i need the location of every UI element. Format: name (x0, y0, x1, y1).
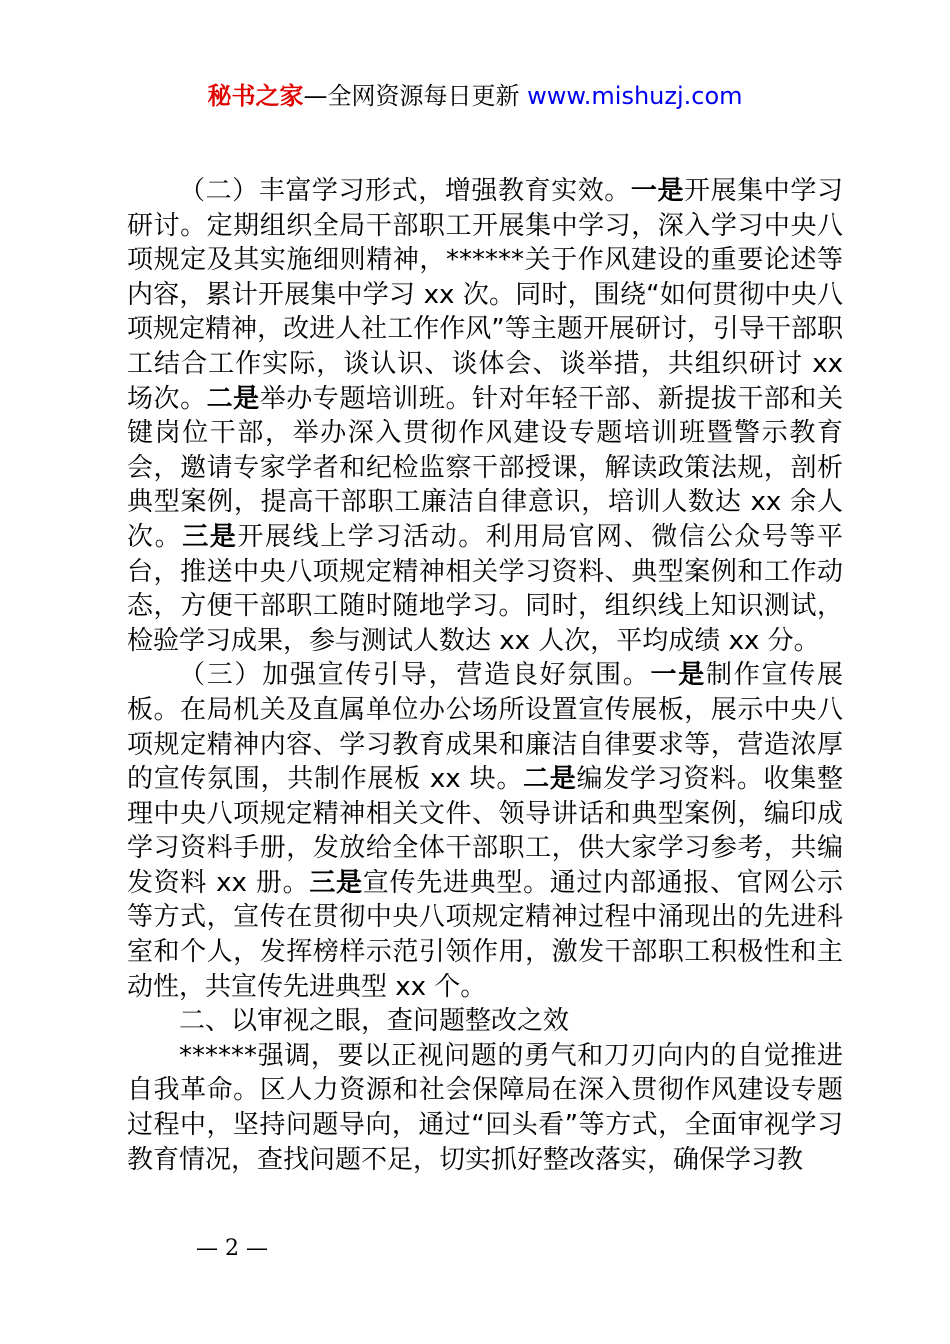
text-run: （三）加强宣传引导，营造良好氛围。 (179, 660, 651, 691)
body-paragraph (127, 174, 843, 658)
text-run: 二、以审视之眼，查问题整改之效 (179, 1006, 570, 1037)
emphasis-marker: 二是 (523, 764, 577, 795)
site-header (0, 80, 950, 112)
body-paragraph (127, 658, 843, 1004)
text-run: 举办专题培训班。针对年轻干部、新提拔干部和关键岗位干部，举办深入贯彻作风建设专题培训班暨警示教育会，邀请专家学者和纪检监察干部授课，解读政策法规，剖析典型案例，提高干部职工廉洁自律意识，培训人数达 xx 余人次。 (127, 383, 843, 552)
emphasis-marker: 一是 (630, 176, 685, 206)
text-run: 编发学习资料。收集整理中央八项规定精神相关文件、领导讲话和典型案例，编印成学习资料手册，发放给全体干部职工，供大家学习参考，共编发资料 xx 册。 (127, 764, 843, 898)
text-run: （二）丰富学习形式，增强教育实效。 (179, 176, 631, 206)
text-run: ******强调，要以正视问题的勇气和刀刃向内的自觉推进自我革命。区人力资源和社会保障局在深入贯彻作风建设专题过程中，坚持问题导向，通过“回头看”等方式，全面审视学习教育情况，查找问题不足，切实抓好整改落实，确保学习教 (127, 1040, 843, 1175)
emphasis-marker: 二是 (206, 383, 260, 414)
text-run: 制作宣传展板。在局机关及直属单位办公场所设置宣传展板，展示中央八项规定精神内容、学习教育成果和廉洁自律要求等，营造浓厚的宣传氛围，共制作展板 xx 块。 (127, 660, 843, 795)
text-run: 开展线上学习活动。利用局官网、微信公众号等平台，推送中央八项规定精神相关学习资料、典型案例和工作动态，方便干部职工随时随地学习。同时，组织线上知识测试，检验学习成果，参与测试人数达 xx 人次，平均成绩 xx 分。 (127, 521, 843, 656)
emphasis-marker: 一是 (650, 660, 707, 691)
body-paragraph (127, 1004, 843, 1039)
page-number: — 2 — (196, 1236, 268, 1261)
website-link[interactable]: www.mishuzj.com (527, 82, 743, 110)
document-body (127, 174, 843, 1177)
brand-name: 秘书之家 (207, 82, 304, 110)
emphasis-marker: 三是 (182, 521, 238, 552)
text-run: 开展集中学习研讨。定期组织全局干部职工开展集中学习，深入学习中央八项规定及其实施细则精神，******关于作风建设的重要论述等内容，累计开展集中学习 xx 次。同时，围绕“如何贯彻中央八项规定精神，改进人社工作作风”等主题开展研讨，引导干部职工结合工作实际，谈认识、谈体会、谈举措，共组织研讨 xx 场次。 (127, 176, 843, 414)
header-tagline: —全网资源每日更新 (303, 82, 528, 110)
body-paragraph (127, 1039, 843, 1177)
text-run: 宣传先进典型。通过内部通报、官网公示等方式，宣传在贯彻中央八项规定精神过程中涌现出的先进科室和个人，发挥榜样示范引领作用，激发干部职工积极性和主动性，共宣传先进典型 xx 个。 (127, 867, 843, 1002)
emphasis-marker: 三是 (309, 867, 363, 898)
